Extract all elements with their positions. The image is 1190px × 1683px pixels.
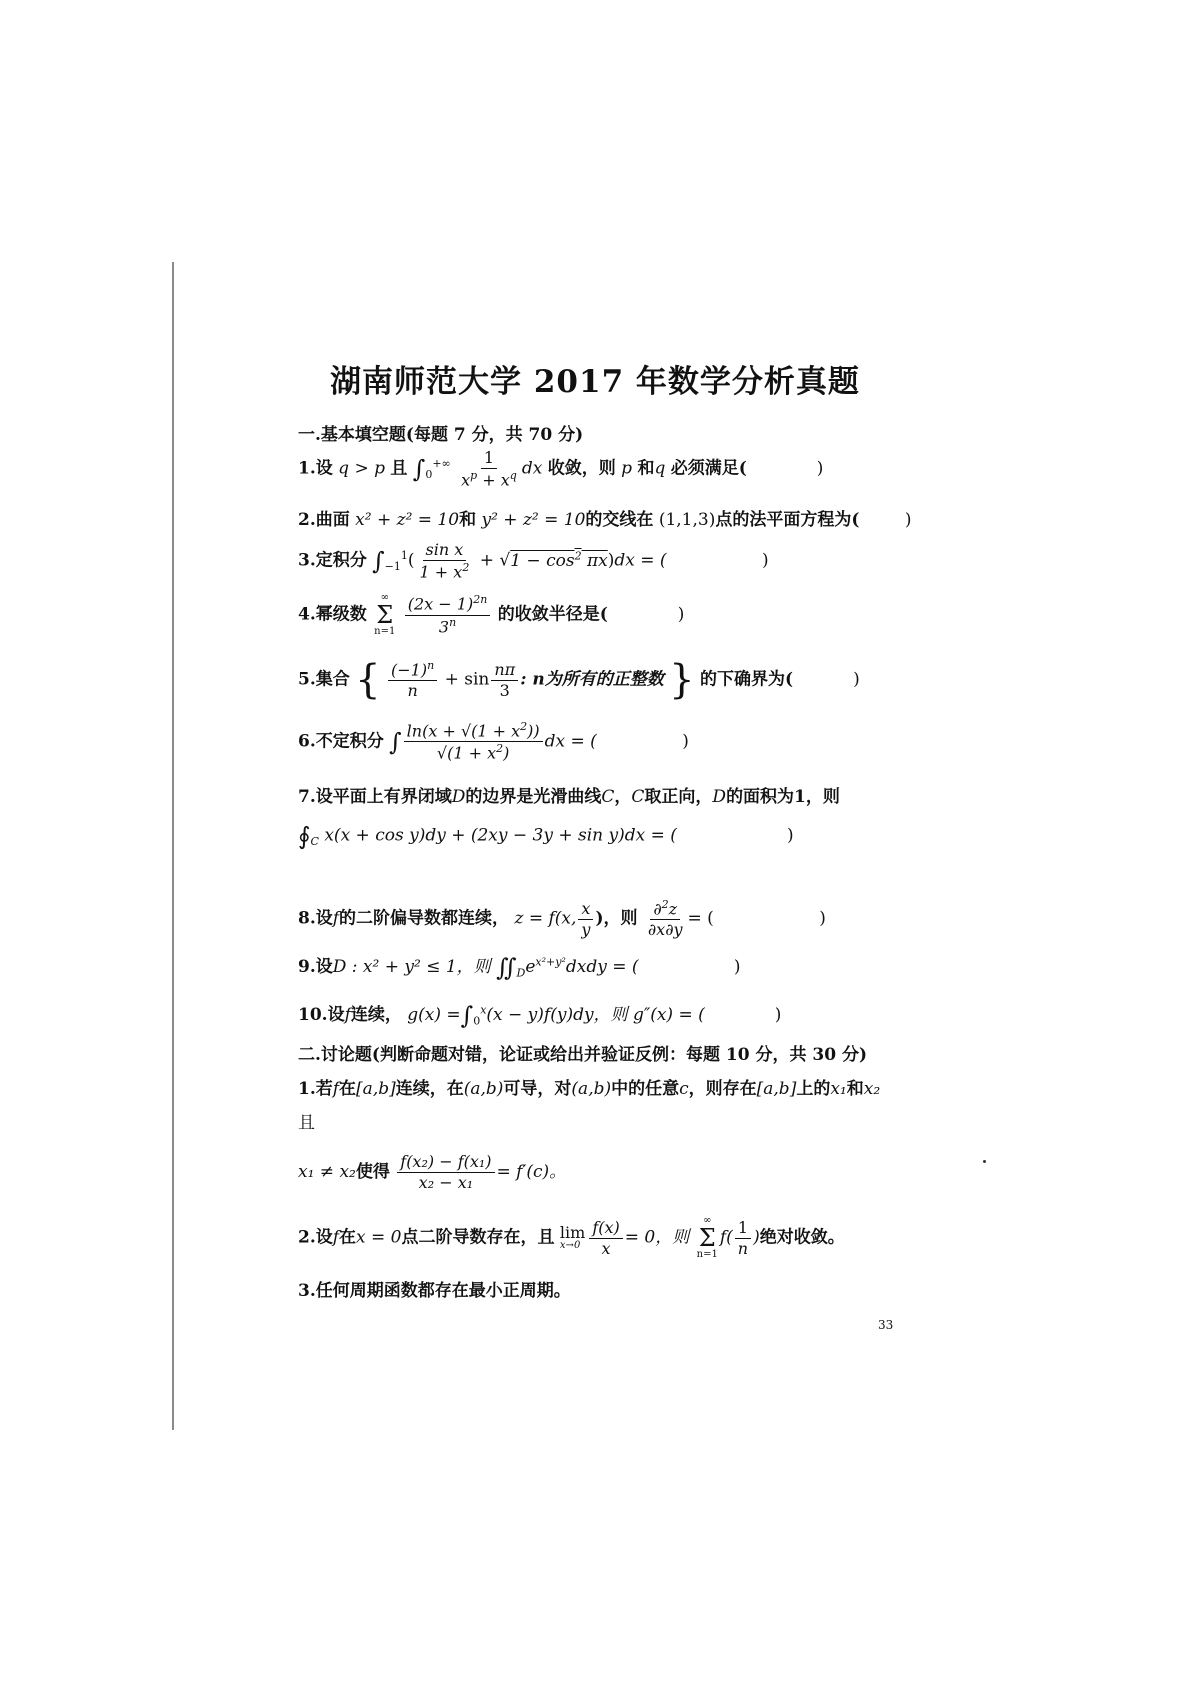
question-5: 5.集合 { $\frac{(-1)^n}{n}$ + sin $\frac{n\pi}{3}$ : n为所有的正整数 } 的下确界为( ) xyxy=(298,657,860,703)
question-10: 10.设f连续， $g(x) =\int_0^x(x - y)f(y)dy$，则 g″(x) = ( ) xyxy=(298,1001,782,1030)
question-1: 1.设 q > p 且 $\int_0^{+\infty}$ $\frac{1}{x^p + x^q}$ dx 收敛，则 p 和q 必须满足( ) xyxy=(298,448,824,490)
page-number: 33 xyxy=(878,1318,894,1332)
problem-1: 1.若f在[a,b]连续，在(a,b)可导，对(a,b)中的任意c，则存在[a,b]上的x₁和x₂ xyxy=(298,1079,881,1099)
problem-2: 2.设f在x = 0点二阶导数存在，且 lim x→0 $\frac{f(x)}{x}$ = 0，则 ∞ Σ n=1 f( $\frac{1}{n}$ )绝对收敛。 xyxy=(298,1215,845,1260)
problem-1-cont: 且 xyxy=(298,1113,315,1133)
problem-3: 3.任何周期函数都存在最小正周期。 xyxy=(298,1281,571,1301)
question-8: 8.设f的二阶偏导数都连续， z = f(x, $\frac{x}{y}$ )，则 $\frac{\partial^2z}{\partial x\partial y}$ = ( ) xyxy=(298,898,826,940)
question-6: 6.不定积分 ∫ $\frac{\ln(x + √(1 + x^2))}{√(1 + x^2)}$ dx = ( ) xyxy=(298,720,689,763)
question-2: 2.曲面 x² + z² = 10和 y² + z² = 10的交线在 (1,1,3)点的法平面方程为( ) xyxy=(298,510,912,530)
question-7: 7.设平面上有界闭域D的边界是光滑曲线C，C取正向，D的面积为1，则 xyxy=(298,787,840,807)
question-9: 9.设D : x² + y² ≤ 1，则 $∬_De^{x^2+y^2}dxdy$ = ( ) xyxy=(298,953,741,982)
problem-1-formula: x₁ ≠ x₂使得 $\frac{\text{f(x₂) − f(x₁)}}{\text{x₂ − x₁}}$ = f′(c)。 xyxy=(298,1152,567,1192)
section-1-heading: 一.基本填空题(每题 7 分，共 70 分) xyxy=(298,425,584,445)
scan-speck xyxy=(983,1160,986,1163)
question-3: 3.定积分 $\int_{-1}^1$( $\frac{\text{sin x}}{1 + x^2}$ + $√1 - \cos^2 \pi x)dx$ = ( ) xyxy=(298,540,769,582)
question-7-integral: $∮_C$ x(x + cos y)dy + (2xy − 3y + sin y)dx = ( ) xyxy=(298,822,794,850)
section-2-heading: 二.讨论题(判断命题对错，论证或给出并验证反例：每题 10 分，共 30 分) xyxy=(298,1045,867,1065)
question-4: 4.幂级数 ∞ Σ n=1 $\frac{(2x - 1)^{2n}}{3^n}$ 的收敛半径是( ) xyxy=(298,592,685,637)
page-title: 湖南师范大学 2017 年数学分析真题 xyxy=(330,364,860,400)
scan-margin-line xyxy=(172,262,174,1430)
